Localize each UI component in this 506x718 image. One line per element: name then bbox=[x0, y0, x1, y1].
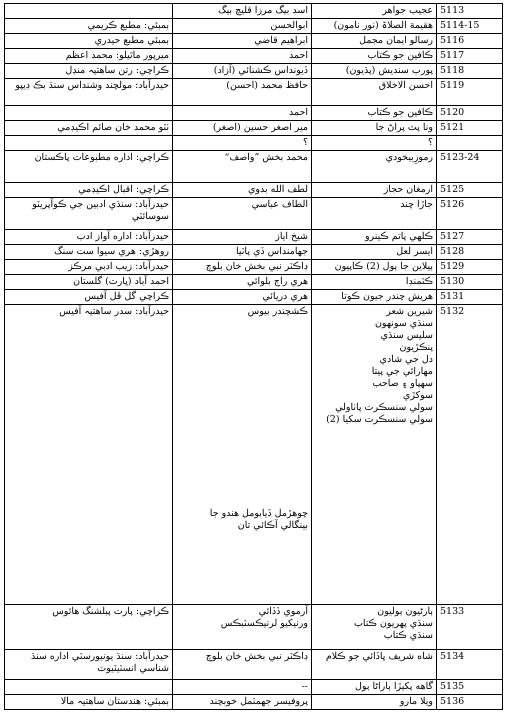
publisher-cell: حيدرآباد: سنڌ يونيورسٽي اداره سنڌ شناسي انسٽيٽيوٽ bbox=[5, 650, 173, 680]
title-cell-line: سولي سنسڪرت سکيا (2) bbox=[326, 414, 433, 425]
title-cell-line: دل جي شادي bbox=[379, 354, 433, 365]
publisher-cell: ڪراچي: پارت پبلشنگ هائوس bbox=[5, 605, 173, 650]
entry-number: 5114-15 bbox=[437, 19, 503, 34]
title-cell-line: مهارائي جي پيتا bbox=[371, 366, 433, 377]
author-cell: مير اصغر حسين (اصغر) bbox=[173, 121, 312, 136]
publisher-cell: حيدرآباد: سدر ساهتيہ آفيس bbox=[5, 305, 173, 605]
title-cell: رسالو ايمان مجمل bbox=[312, 34, 437, 49]
entry-number: 5135 bbox=[437, 680, 503, 695]
author-cell bbox=[173, 305, 312, 605]
table-row bbox=[5, 605, 503, 650]
title-cell bbox=[312, 305, 437, 605]
catalog-table bbox=[4, 3, 503, 710]
author-cell: حافظ محمد (احسن) bbox=[173, 79, 312, 106]
author-cell: الطاف عباسي bbox=[173, 198, 312, 230]
table-row bbox=[5, 695, 503, 710]
title-cell: ڪافين جو ڪتاب bbox=[312, 49, 437, 64]
entry-number: 5121 bbox=[437, 121, 503, 136]
title-cell: ونا پٽ پراڻ جا bbox=[312, 121, 437, 136]
publisher-cell: ڪراچي: اداره مطبوعات پاڪستان bbox=[5, 151, 173, 183]
title-cell-line: ٻارڻيون ٻوليون bbox=[377, 606, 433, 617]
entry-number: 5123-24 bbox=[437, 151, 503, 183]
title-cell: ارمغان حجاز bbox=[312, 183, 437, 198]
author-cell: هري راڄ بلوائي bbox=[173, 275, 312, 290]
author-cell: محمد بخش ”واصف“ bbox=[173, 151, 312, 183]
publisher-cell: بمبئي: مطبع ڪريمي bbox=[5, 19, 173, 34]
table-row bbox=[5, 79, 503, 106]
table-row bbox=[5, 151, 503, 183]
publisher-cell: ٺٽو محمد خان صائم اڪيڊمي bbox=[5, 121, 173, 136]
entry-number: 5116 bbox=[437, 34, 503, 49]
title-cell-line: شيرين شعر bbox=[386, 306, 433, 317]
title-cell: گاهه پکيڙا ٻاراڻا ٻول bbox=[312, 680, 437, 695]
author-cell: ڊاڪٽر نبي بخش خان بلوچ bbox=[173, 260, 312, 275]
title-cell-line: سهپاو ۽ صاحب bbox=[372, 378, 433, 389]
author-cell-line: چوهڙمل ڏيابومل هندو جا bbox=[209, 508, 308, 519]
table-row bbox=[5, 121, 503, 136]
title-cell-line: پنڪڙيون bbox=[399, 342, 433, 353]
publisher-cell: ميرپور ماٿيلو: محمد اعظم bbox=[5, 49, 173, 64]
author-cell: -- bbox=[173, 680, 312, 695]
publisher-cell: ڪراچي: اقبال اڪيڊمي bbox=[5, 183, 173, 198]
entry-number: 5132 bbox=[437, 305, 503, 605]
entry-number: 5136 bbox=[437, 695, 503, 710]
author-cell: ڏيونداس ڪشنائي (آزاد) bbox=[173, 64, 312, 79]
title-cell: ايسر لعل bbox=[312, 245, 437, 260]
title-cell: احسن الاخلاق bbox=[312, 79, 437, 106]
entry-number: 5134 bbox=[437, 650, 503, 680]
title-cell: رموزِبيخودي bbox=[312, 151, 437, 183]
title-cell-line: سنڌي ڪتاب bbox=[383, 630, 433, 641]
title-cell bbox=[312, 605, 437, 650]
author-cell: پروفيسر جهمٽمل خوبچند bbox=[173, 695, 312, 710]
entry-number: 5127 bbox=[437, 230, 503, 245]
author-cell: هري دريائي bbox=[173, 290, 312, 305]
author-cell: اسد بيگ مرزا قليچ بيگ bbox=[173, 4, 312, 19]
title-cell: جاڙا چند bbox=[312, 198, 437, 230]
publisher-cell: روهڙي: هري سيوا ست سنگ bbox=[5, 245, 173, 260]
table-row bbox=[5, 183, 503, 198]
author-cell-line: ورنيکيو لرنيڪسٽبڪس bbox=[220, 618, 308, 629]
entry-number: 5129 bbox=[437, 260, 503, 275]
publisher-cell: بمبئي: هندستان ساهتيہ مالا bbox=[5, 695, 173, 710]
author-cell: ڊاڪٽر نبي بخش خان بلوچ bbox=[173, 650, 312, 680]
author-cell: جهامنداس ڏي پاٽيا bbox=[173, 245, 312, 260]
table-row bbox=[5, 680, 503, 695]
title-cell: پورب سنديش (پڌيون) bbox=[312, 64, 437, 79]
publisher-cell: ڪراچي: رتن ساهتيہ منڊل bbox=[5, 64, 173, 79]
entry-number: 5113 bbox=[437, 4, 503, 19]
title-cell: ٻيلاين جا ٻول (2) ڪاپيون bbox=[312, 260, 437, 275]
author-cell-line: ڪشچندر بيوس bbox=[247, 306, 308, 317]
title-cell: هقيمة الصلاۃ (نور نامون) bbox=[312, 19, 437, 34]
title-cell: ويلا مارو bbox=[312, 695, 437, 710]
title-cell: ڪلهي پاتم ڪينرو bbox=[312, 230, 437, 245]
table-row bbox=[5, 230, 503, 245]
title-cell: شاه شريف ڀاڏائي جو ڪلام bbox=[312, 650, 437, 680]
entry-number: 5118 bbox=[437, 64, 503, 79]
table-row bbox=[5, 64, 503, 79]
publisher-cell: بمبئي مطبع حيدري bbox=[5, 34, 173, 49]
title-cell: ؟ bbox=[312, 136, 437, 151]
entry-number: 5133 bbox=[437, 605, 503, 650]
table-row bbox=[5, 136, 503, 151]
publisher-cell bbox=[5, 136, 173, 151]
publisher-cell: حيدرآباد: مولچند وشنداس سنڌ بڪ ڊيپو bbox=[5, 79, 173, 106]
table-row bbox=[5, 19, 503, 34]
author-cell: احمد bbox=[173, 49, 312, 64]
publisher-cell: حيدرآباد: اداره آواز ادب bbox=[5, 230, 173, 245]
author-cell: ابوالحسن bbox=[173, 19, 312, 34]
title-cell: هريش چندر جيون ڪوتا bbox=[312, 290, 437, 305]
title-cell-line: سنڌي سونهون bbox=[374, 318, 433, 329]
publisher-cell bbox=[5, 4, 173, 19]
entry-number: 5131 bbox=[437, 290, 503, 305]
title-cell-line: سليس سنڌي bbox=[380, 330, 433, 341]
publisher-cell: احمد آباد (ڀارت) گلستان bbox=[5, 275, 173, 290]
table-row bbox=[5, 4, 503, 19]
author-cell: احمد bbox=[173, 106, 312, 121]
title-cell-line: سنڌي پهريون ڪتاب bbox=[353, 618, 433, 629]
table-row bbox=[5, 245, 503, 260]
table-row bbox=[5, 275, 503, 290]
author-cell-line: آرموي ڏڏائي bbox=[258, 606, 308, 617]
table-row bbox=[5, 198, 503, 230]
publisher-cell: حيدرآباد: زيب ادبي مرڪز bbox=[5, 260, 173, 275]
table-row bbox=[5, 106, 503, 121]
entry-number: 5119 bbox=[437, 79, 503, 106]
publisher-cell bbox=[5, 106, 173, 121]
author-cell: ؟ bbox=[173, 136, 312, 151]
publisher-cell: حيدرآباد: سنڌي ادبين جي ڪوآپريٽو سوسائٽي bbox=[5, 198, 173, 230]
title-cell: ڪٽمنڊا bbox=[312, 275, 437, 290]
author-cell bbox=[173, 605, 312, 650]
entry-number: 5125 bbox=[437, 183, 503, 198]
entry-number: 5117 bbox=[437, 49, 503, 64]
entry-number: 5120 bbox=[437, 106, 503, 121]
table-row bbox=[5, 49, 503, 64]
catalog-body bbox=[5, 4, 503, 710]
table-row bbox=[5, 260, 503, 275]
author-cell-line: بينگالي آڪائي تان bbox=[237, 520, 308, 531]
table-row bbox=[5, 290, 503, 305]
entry-number bbox=[437, 136, 503, 151]
publisher-cell: ڪراچي گل ڦل آفيس bbox=[5, 290, 173, 305]
author-cell: ابراهيم قاضي bbox=[173, 34, 312, 49]
author-cell: لطف الله بدوي bbox=[173, 183, 312, 198]
table-row bbox=[5, 34, 503, 49]
entry-number: 5128 bbox=[437, 245, 503, 260]
title-cell: عجيب جواهر bbox=[312, 4, 437, 19]
publisher-cell bbox=[5, 680, 173, 695]
title-cell-line: سولي سنسڪرت پاٺاولي bbox=[335, 402, 433, 413]
table-row bbox=[5, 650, 503, 680]
title-cell: ڪافين جو ڪتاب bbox=[312, 106, 437, 121]
entry-number: 5130 bbox=[437, 275, 503, 290]
table-row bbox=[5, 305, 503, 605]
entry-number: 5126 bbox=[437, 198, 503, 230]
title-cell-line: سوکڙي bbox=[402, 390, 433, 401]
author-cell: شيخ اياز bbox=[173, 230, 312, 245]
